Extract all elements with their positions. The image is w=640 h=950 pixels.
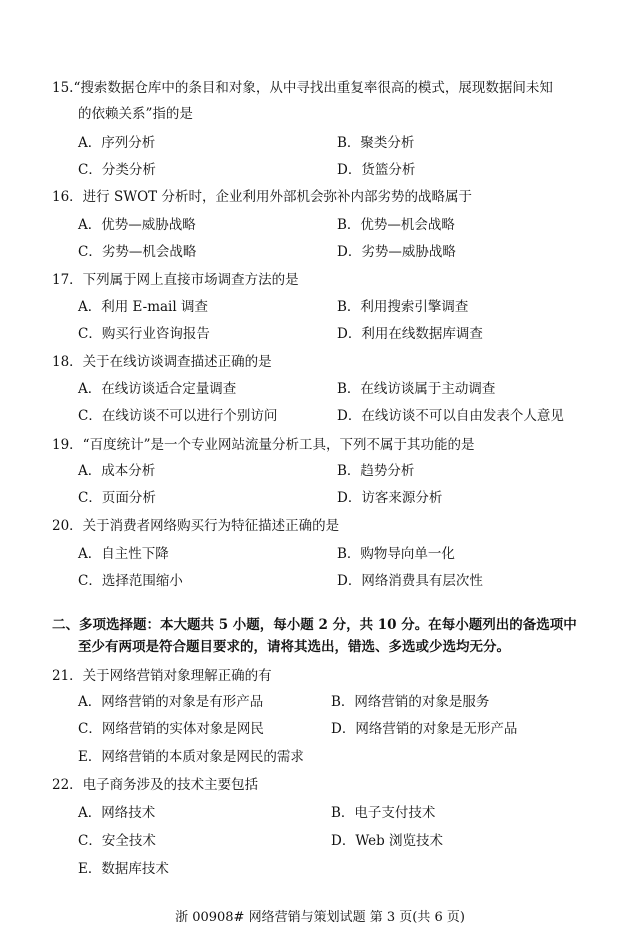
question-16-stem: 16．进行 SWOT 分析时，企业利用外部机会弥补内部劣势的战略属于	[52, 189, 472, 205]
question-20-option-a: A．自主性下降	[78, 546, 169, 562]
question-17-option-d: D．利用在线数据库调查	[337, 326, 483, 342]
question-16-option-a: A．优势—威胁战略	[78, 217, 196, 233]
question-22-stem: 22．电子商务涉及的技术主要包括	[52, 777, 259, 793]
question-20-option-c: C．选择范围缩小	[78, 573, 183, 589]
question-22-option-b: B．电子支付技术	[331, 805, 436, 821]
question-15-option-c: C．分类分析	[78, 162, 156, 178]
question-18-option-d: D．在线访谈不可以自由发表个人意见	[337, 408, 564, 424]
question-17-option-b: B．利用搜索引擎调查	[337, 299, 469, 315]
question-17-option-c: C．购买行业咨询报告	[78, 326, 210, 342]
question-21-option-a: A．网络营销的对象是有形产品	[78, 694, 264, 710]
question-19-option-b: B．趋势分析	[337, 463, 415, 479]
question-21-option-d: D．网络营销的对象是无形产品	[331, 721, 518, 737]
question-21-option-c: C．网络营销的实体对象是网民	[78, 721, 264, 737]
question-19-option-a: A．成本分析	[78, 463, 156, 479]
question-19-stem: 19．“百度统计”是一个专业网站流量分析工具，下列不属于其功能的是	[52, 437, 475, 453]
question-20-option-d: D．网络消费具有层次性	[337, 573, 483, 589]
question-16-option-b: B．优势—机会战略	[337, 217, 455, 233]
question-15-option-d: D．货篮分析	[337, 162, 416, 178]
question-17-stem: 17．下列属于网上直接市场调查方法的是	[52, 272, 299, 288]
question-20-stem: 20．关于消费者网络购买行为特征描述正确的是	[52, 518, 340, 534]
question-22-option-d: D．Web 浏览技术	[331, 833, 444, 849]
question-22-option-a: A．网络技术	[78, 805, 156, 821]
question-21-option-b: B．网络营销的对象是服务	[331, 694, 490, 710]
question-16-option-c: C．劣势—机会战略	[78, 244, 197, 260]
section-2-heading-line2: 至少有两项是符合题目要求的，请将其选出，错选、多选或少选均无分。	[78, 639, 510, 655]
question-22-option-c: C．安全技术	[78, 833, 156, 849]
question-22-option-e: E．数据库技术	[78, 861, 169, 877]
question-18-option-c: C．在线访谈不可以进行个别访问	[78, 408, 278, 424]
question-16-option-d: D．劣势—威胁战略	[337, 244, 456, 260]
question-18-option-b: B．在线访谈属于主动调查	[337, 381, 496, 397]
question-19-option-d: D．访客来源分析	[337, 490, 443, 506]
question-18-stem: 18．关于在线访谈调查描述正确的是	[52, 354, 272, 370]
page-footer: 浙 00908# 网络营销与策划试题 第 3 页(共 6 页)	[175, 910, 465, 925]
section-2-heading-line1: 二、多项选择题：本大题共 5 小题，每小题 2 分，共 10 分。在每小题列出的备选项中	[52, 617, 577, 633]
question-19-option-c: C．页面分析	[78, 490, 156, 506]
question-17-option-a: A．利用 E-mail 调查	[78, 299, 208, 315]
question-15-stem-line2: 的依赖关系”指的是	[78, 106, 193, 122]
question-20-option-b: B．购物导向单一化	[337, 546, 455, 562]
question-21-stem: 21．关于网络营销对象理解正确的有	[52, 668, 272, 684]
question-15-stem-line1: 15.“搜索数据仓库中的条目和对象，从中寻找出重复率很高的模式，展现数据间未知	[52, 80, 553, 96]
question-15-option-a: A．序列分析	[78, 135, 156, 151]
question-21-option-e: E．网络营销的本质对象是网民的需求	[78, 749, 304, 765]
question-15-option-b: B．聚类分析	[337, 135, 415, 151]
question-18-option-a: A．在线访谈适合定量调查	[78, 381, 237, 397]
